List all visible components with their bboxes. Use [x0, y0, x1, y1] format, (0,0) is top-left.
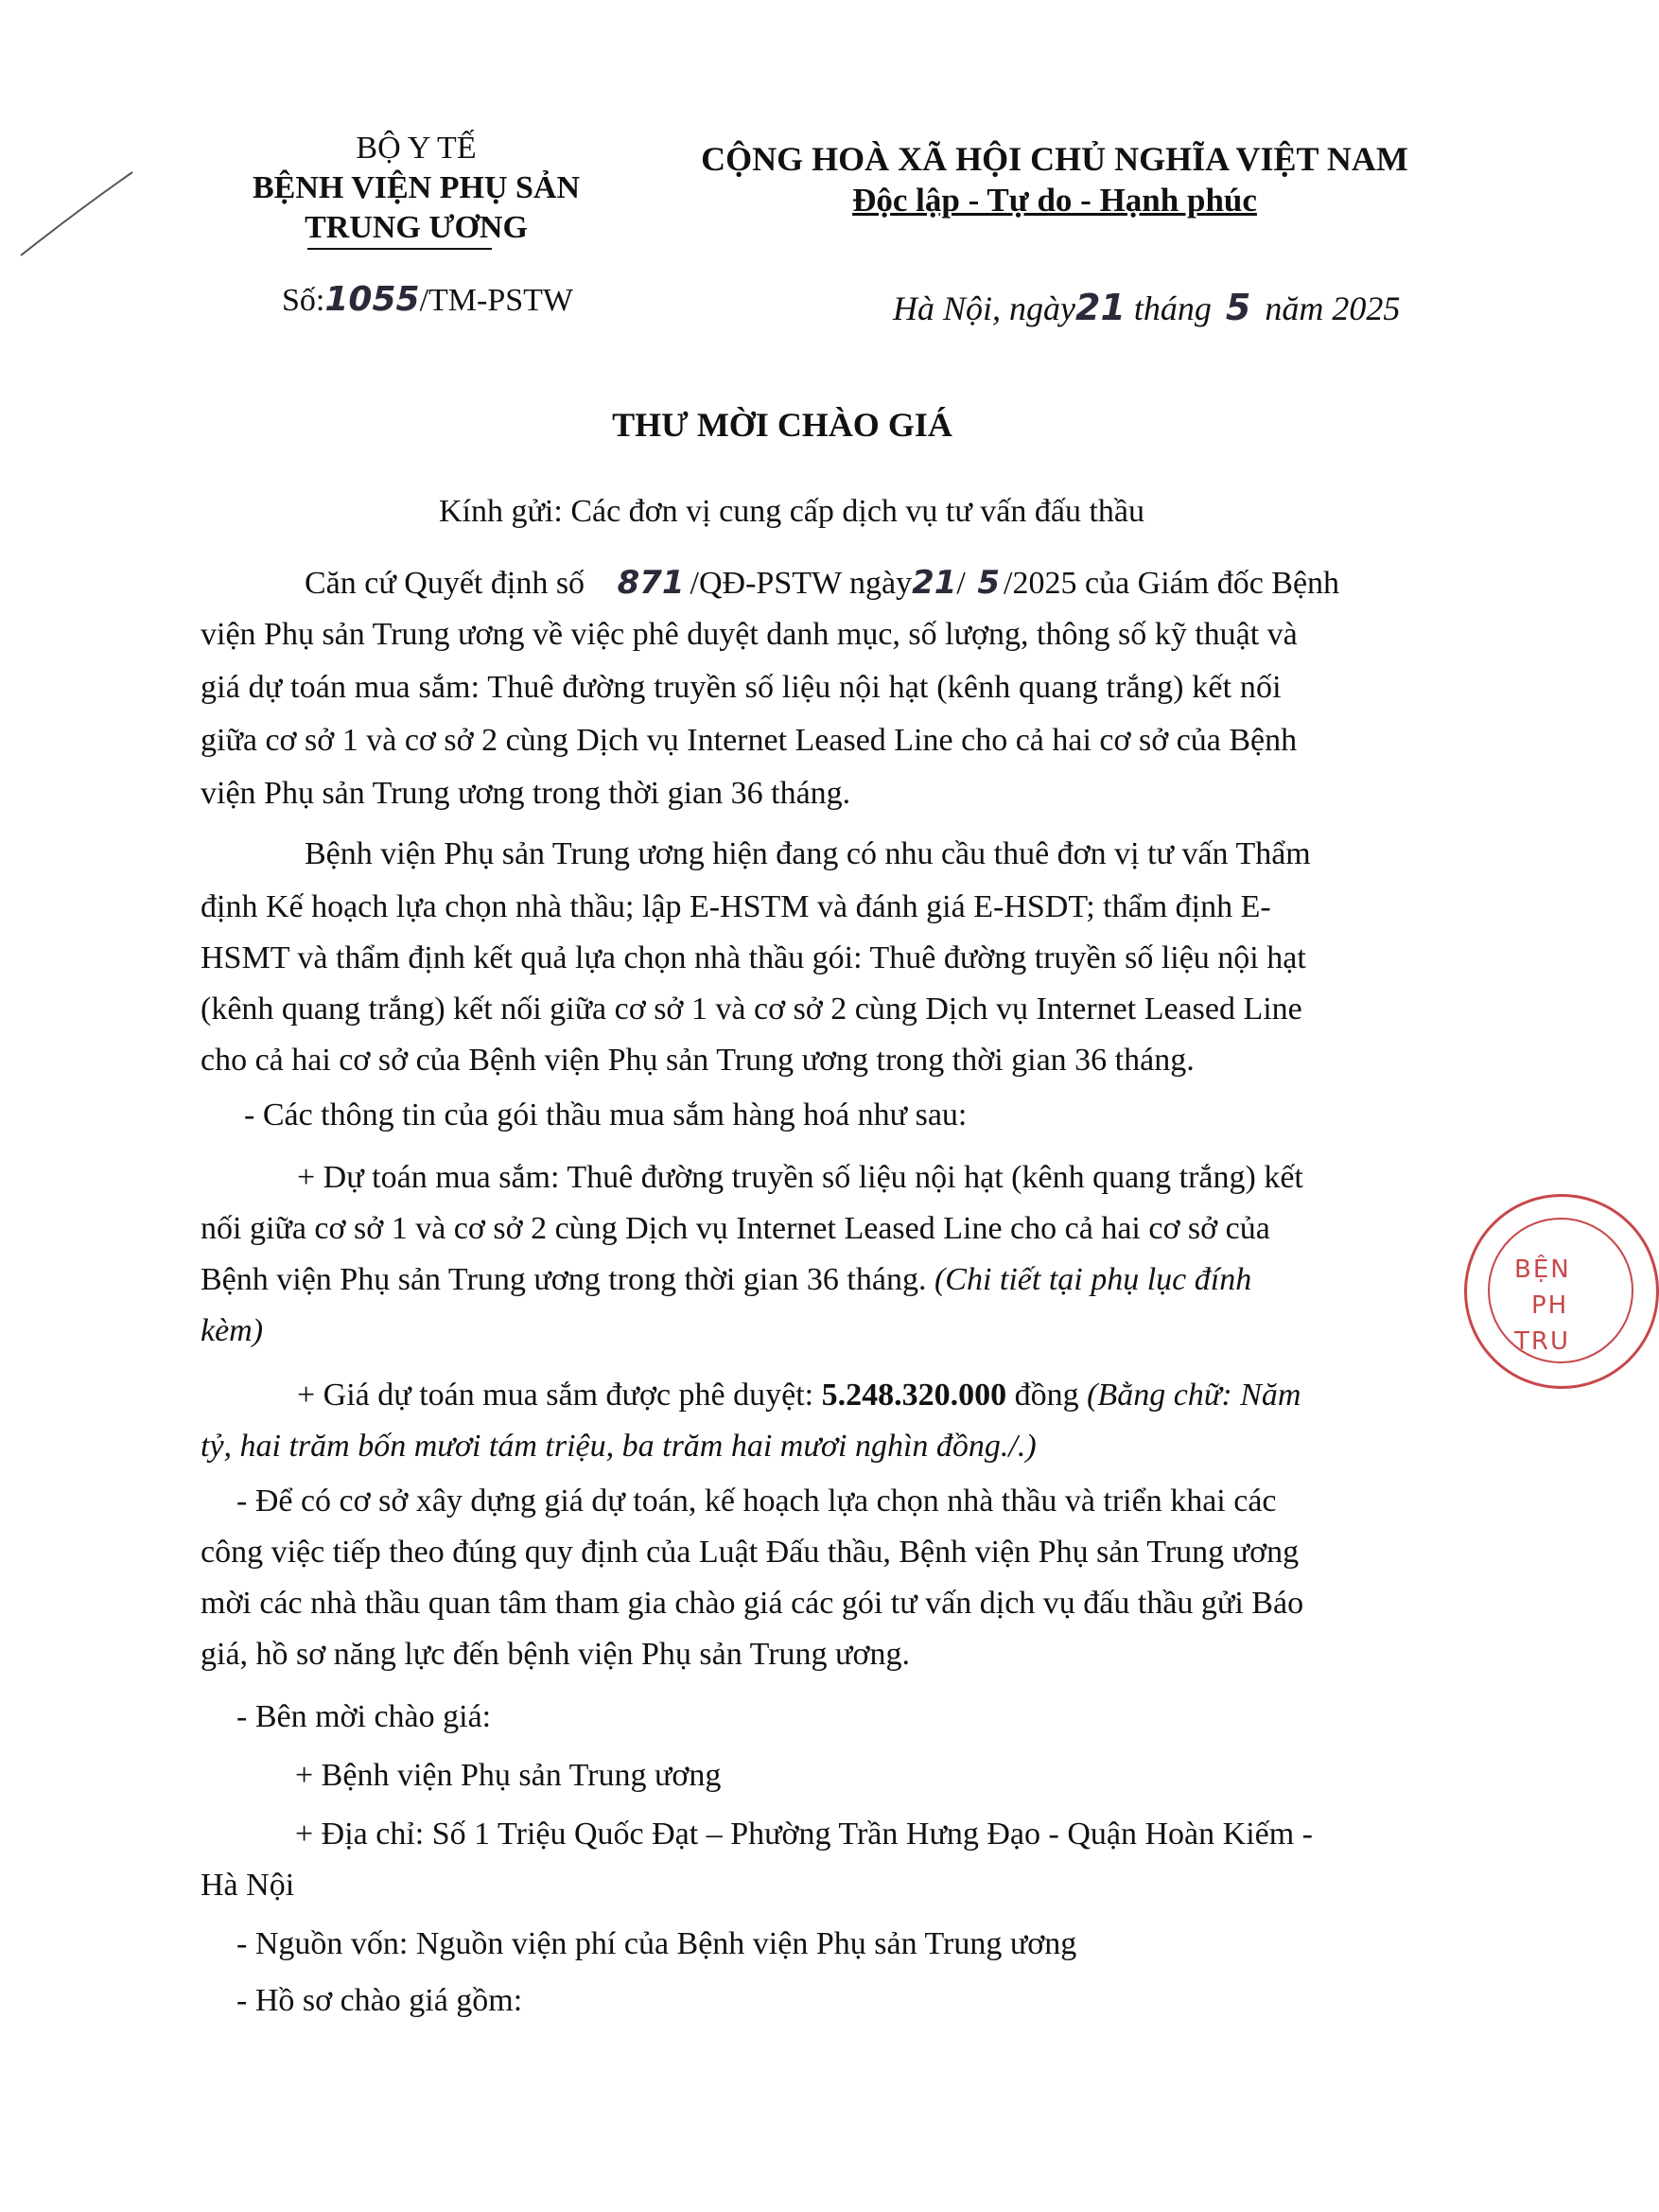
- funding-line: - Nguồn vốn: Nguồn viện phí của Bệnh viện Phụ sản Trung ương: [236, 1926, 1077, 1961]
- country-name: CỘNG HOÀ XÃ HỘI CHỦ NGHĨA VIỆT NAM: [701, 140, 1408, 178]
- basis-line1: - Để có cơ sở xây dựng giá dự toán, kế hoạch lựa chọn nhà thầu và triển khai các: [236, 1483, 1277, 1519]
- stamp-text-line1: BỆN: [1514, 1255, 1571, 1284]
- para1-line1: [305, 564, 1339, 602]
- para1-text-a: Căn cứ Quyết định số: [305, 566, 585, 601]
- para2-line2: định Kế hoạch lựa chọn nhà thầu; lập E-HSTM và đánh giá E-HSDT; thẩm định E-: [201, 889, 1271, 924]
- para1-text-b: /QĐ-PSTW ngày: [690, 566, 913, 601]
- para1-line3: giá dự toán mua sắm: Thuê đường truyền số liệu nội hạt (kênh quang trắng) kết nối: [201, 670, 1282, 705]
- para1-line4: giữa cơ sở 1 và cơ sở 2 cùng Dịch vụ Internet Leased Line cho cả hai cơ sở của Bệnh: [201, 723, 1298, 758]
- address-line1: + Địa chỉ: Số 1 Triệu Quốc Đạt – Phường Trần Hưng Đạo - Quận Hoàn Kiếm -: [295, 1817, 1313, 1852]
- header-right: [681, 138, 1428, 221]
- inviter-label: - Bên mời chào giá:: [236, 1699, 492, 1734]
- date-prefix: Hà Nội, ngày: [893, 290, 1075, 327]
- date-year: năm 2025: [1265, 290, 1401, 327]
- stamp-text-line2: PH: [1531, 1291, 1569, 1320]
- para1-line5: viện Phụ sản Trung ương trong thời gian 36 tháng.: [201, 776, 851, 811]
- document-number-suffix: /TM-PSTW: [419, 283, 574, 318]
- estimate-line4: kèm): [201, 1313, 264, 1348]
- header-left-underline: [307, 248, 492, 250]
- price-amount: 5.248.320.000: [821, 1378, 1007, 1413]
- price-line1: [297, 1378, 1301, 1413]
- address-line2: Hà Nội: [201, 1868, 295, 1903]
- date-day-handwritten: 21: [1075, 287, 1126, 328]
- estimate-line3: [201, 1262, 1251, 1298]
- document-title: THƯ MỜI CHÀO GIÁ: [612, 406, 952, 444]
- hospital-name-line1: BỆNH VIỆN PHỤ SẢN: [252, 170, 581, 205]
- para1-text-d: /2025 của Giám đốc Bệnh: [1004, 566, 1340, 601]
- national-motto: Độc lập - Tự do - Hạnh phúc: [852, 182, 1257, 219]
- price-unit: đồng: [1014, 1378, 1079, 1413]
- package-info-label: - Các thông tin của gói thầu mua sắm hàng hoá như sau:: [244, 1097, 968, 1132]
- inviter-name: + Bệnh viện Phụ sản Trung ương: [295, 1758, 722, 1793]
- basis-line4: giá, hồ sơ năng lực đến bệnh viện Phụ sản Trung ương.: [201, 1637, 910, 1672]
- red-stamp-seal: [1464, 1194, 1659, 1389]
- stamp-text-line3: TRU: [1514, 1327, 1570, 1356]
- estimate-line3-italic: (Chi tiết tại phụ lục đính: [934, 1262, 1252, 1297]
- recipient-line: Kính gửi: Các đơn vị cung cấp dịch vụ tư vấn đấu thầu: [439, 494, 1145, 529]
- price-words-part2: tỷ, hai trăm bốn mươi tám triệu, ba trăm hai mươi nghìn đồng./.): [201, 1429, 1037, 1464]
- dossier-label: - Hồ sơ chào giá gồm:: [236, 1983, 523, 2018]
- para2-line3: HSMT và thẩm định kết quả lựa chọn nhà thầu gói: Thuê đường truyền số liệu nội hạt: [201, 940, 1306, 975]
- para1-text-c: /: [956, 566, 966, 601]
- para2-line5: cho cả hai cơ sở của Bệnh viện Phụ sản Trung ương trong thời gian 36 tháng.: [201, 1043, 1195, 1078]
- decision-month-handwritten: 5: [977, 564, 1001, 602]
- decision-number-handwritten: 871: [617, 564, 685, 602]
- estimate-line2: nối giữa cơ sở 1 và cơ sở 2 cùng Dịch vụ Internet Leased Line cho cả hai cơ sở của: [201, 1211, 1270, 1246]
- para2-line1: Bệnh viện Phụ sản Trung ương hiện đang có nhu cầu thuê đơn vị tư vấn Thẩm: [305, 836, 1311, 871]
- price-words-part1: (Bằng chữ: Năm: [1087, 1378, 1301, 1413]
- header-left: [199, 129, 634, 248]
- hospital-name-line2: TRUNG ƯƠNG: [305, 210, 528, 245]
- decision-day-handwritten: 21: [912, 564, 957, 602]
- para1-line2: viện Phụ sản Trung ương về việc phê duyệt danh mục, số lượng, thông số kỹ thuật và: [201, 617, 1298, 652]
- pen-stroke-mark: [9, 161, 142, 265]
- ministry-name: BỘ Y TẾ: [356, 131, 477, 166]
- document-number: [282, 280, 573, 319]
- document-number-prefix: Số:: [282, 283, 325, 318]
- estimate-line3-text: Bệnh viện Phụ sản Trung ương trong thời gian 36 tháng.: [201, 1262, 927, 1297]
- basis-line3: mời các nhà thầu quan tâm tham gia chào giá các gói tư vấn dịch vụ đấu thầu gửi Báo: [201, 1586, 1304, 1621]
- basis-line2: công việc tiếp theo đúng quy định của Luật Đấu thầu, Bệnh viện Phụ sản Trung ương: [201, 1535, 1300, 1570]
- date-month-handwritten: 5: [1225, 287, 1251, 328]
- date-line: [893, 287, 1400, 328]
- estimate-line1: + Dự toán mua sắm: Thuê đường truyền số liệu nội hạt (kênh quang trắng) kết: [297, 1160, 1303, 1195]
- date-month-word: tháng: [1133, 290, 1212, 327]
- price-label: + Giá dự toán mua sắm được phê duyệt:: [297, 1378, 814, 1413]
- para2-line4: (kênh quang trắng) kết nối giữa cơ sở 1 và cơ sở 2 cùng Dịch vụ Internet Leased Line: [201, 992, 1302, 1027]
- document-number-handwritten: 1055: [324, 280, 420, 319]
